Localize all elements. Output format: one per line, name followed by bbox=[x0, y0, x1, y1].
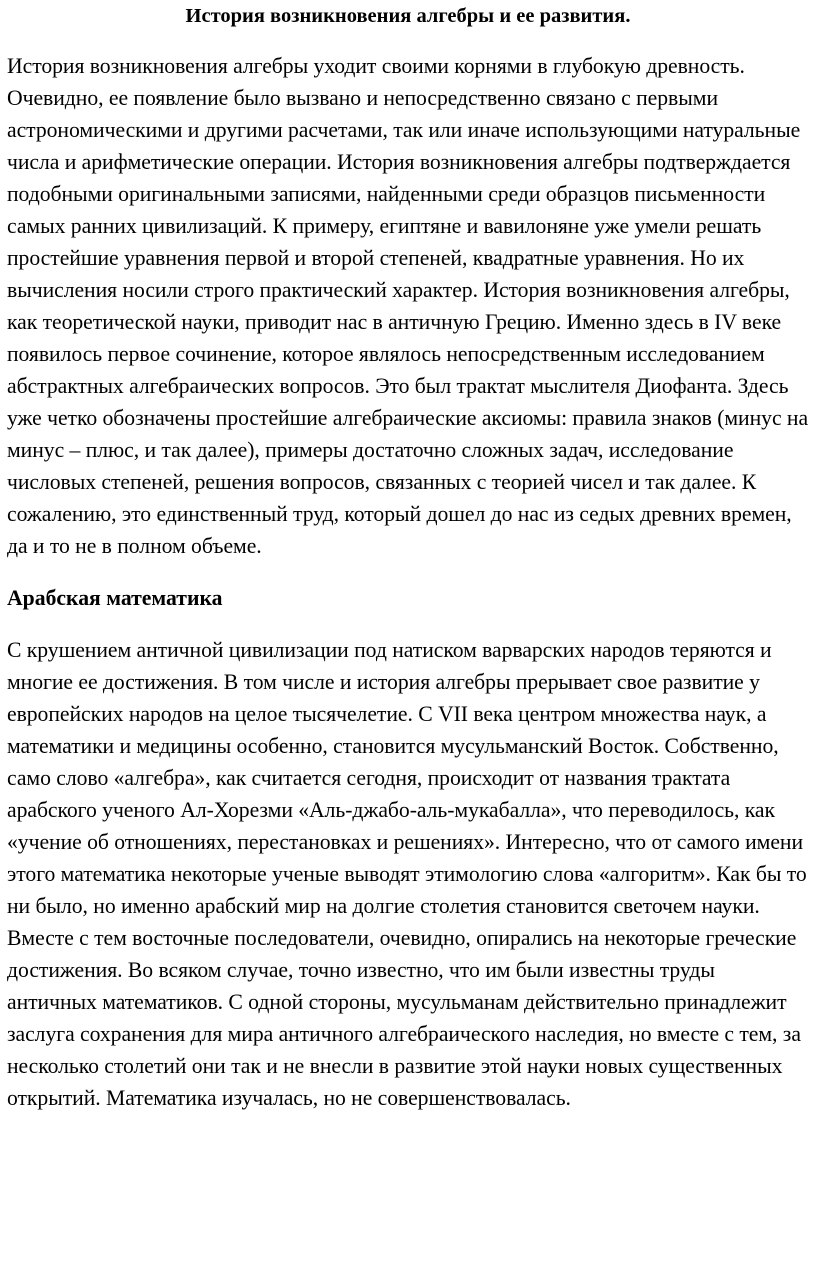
document-title: История возникновения алгебры и ее развития. bbox=[185, 5, 631, 27]
section-heading-arab-mathematics: Арабская математика bbox=[7, 586, 223, 610]
paragraph-history-origins: История возникновения алгебры уходит своими корнями в глубокую древность. Очевидно, ее появление было вызвано и непосредственно связано с первыми астрономическими и другими расчетами, так или иначе использующими натуральные числа и арифметические операции. История возникновения алгебры подтверждается подобными оригинальными записями, найденными среди образцов письменности самых ранних цивилизаций. К примеру, египтяне и вавилоняне уже умели решать простейшие уравнения первой и второй степеней, квадратные уравнения. Но их вычисления носили строго практический характер. История возникновения алгебры, как теоретической науки, приводит нас в античную Грецию. Именно здесь в IV веке появилось первое сочинение, которое являлось непосредственным исследованием абстрактных алгебраических вопросов. Это был трактат мыслителя Диофанта. Здесь уже четко обозначены простейшие алгебраические аксиомы: правила знаков (минус на минус – плюс, и так далее), примеры достаточно сложных задач, исследование числовых степеней, решения вопросов, связанных с теорией чисел и так далее. К сожалению, это единственный труд, который дошел до нас из седых древних времен, да и то не в полном объеме. bbox=[7, 54, 809, 558]
paragraph-arab-mathematics: С крушением античной цивилизации под натиском варварских народов теряются и многие ее достижения. В том числе и история алгебры прерывает свое развитие у европейских народов на целое тысячелетие. С VII века центром множества наук, а математики и медицины особенно, становится мусульманский Восток. Собственно, само слово «алгебра», как считается сегодня, происходит от названия трактата арабского ученого Ал-Хорезми «Аль-джабо-аль-мукабалла», что переводилось, как «учение об отношениях, перестановках и решениях». Интересно, что от самого имени этого математика некоторые ученые выводят этимологию слова «алгоритм». Как бы то ни было, но именно арабский мир на долгие столетия становится светочем науки. Вместе с тем восточные последователи, очевидно, опирались на некоторые греческие достижения. Во всяком случае, точно известно, что им были известны труды античных математиков. С одной стороны, мусульманам действительно принадлежит заслуга сохранения для мира античного алгебраического наследия, но вместе с тем, за несколько столетий они так и не внесли в развитие этой науки новых существенных открытий. Математика изучалась, но не совершенствовалась. bbox=[7, 638, 807, 1110]
